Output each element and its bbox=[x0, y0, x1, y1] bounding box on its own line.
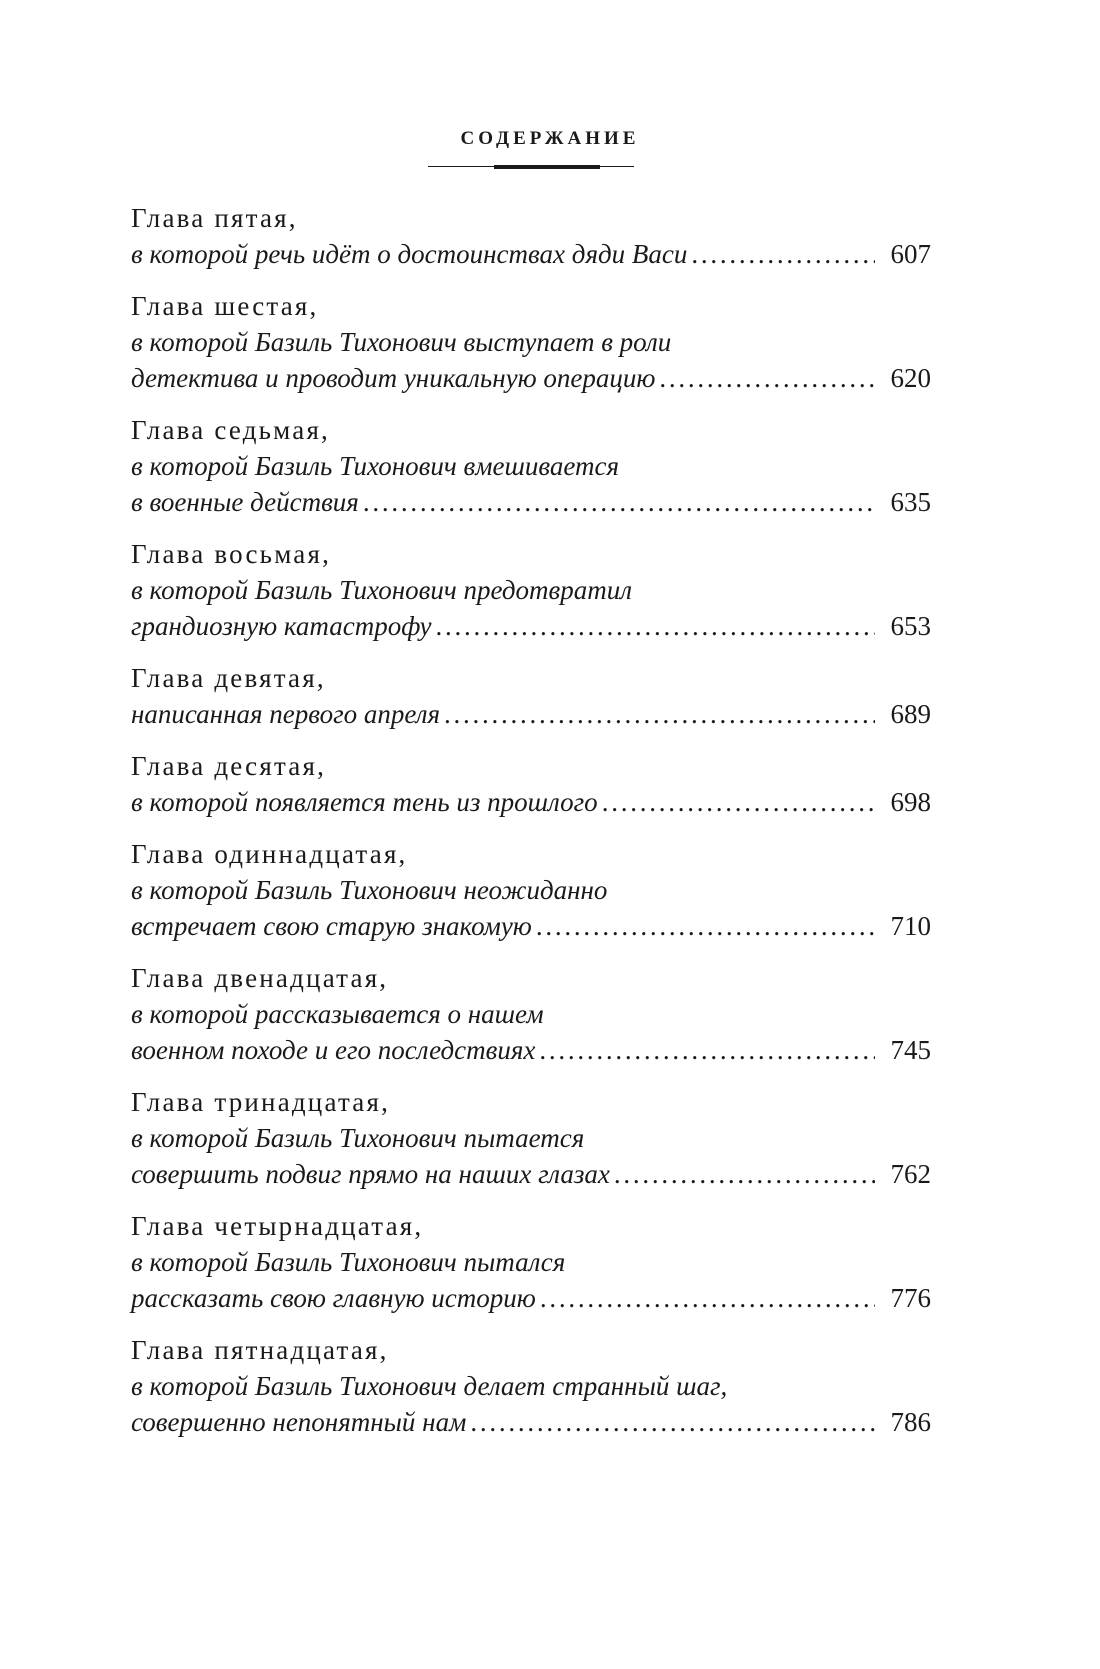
dot-leader bbox=[614, 1156, 875, 1192]
toc-entry[interactable] bbox=[131, 412, 931, 520]
chapter-title: Глава десятая, bbox=[131, 751, 327, 781]
chapter-subtitle-line: в которой Базиль Тихонович вмешивается bbox=[131, 451, 620, 481]
dot-leader bbox=[470, 1404, 875, 1440]
chapter-subtitle-last-line bbox=[131, 360, 931, 396]
toc-entry[interactable] bbox=[131, 836, 931, 944]
toc-entry[interactable] bbox=[131, 200, 931, 272]
dot-leader bbox=[659, 360, 875, 396]
toc-entry[interactable] bbox=[131, 1084, 931, 1192]
page-number[interactable]: 710 bbox=[890, 911, 931, 941]
chapter-title: Глава восьмая, bbox=[131, 539, 332, 569]
chapter-title: Глава четырнадцатая, bbox=[131, 1211, 424, 1241]
chapter-subtitle-text: в которой речь идёт о достоинствах дяди Васи bbox=[131, 239, 688, 269]
chapter-subtitle-line: в которой Базиль Тихонович предотвратил bbox=[131, 575, 632, 605]
chapter-subtitle-text: грандиозную катастрофу bbox=[131, 611, 432, 641]
dot-leader bbox=[536, 908, 875, 944]
chapter-subtitle-text: встречает свою старую знакомую bbox=[131, 911, 532, 941]
page-number[interactable]: 745 bbox=[890, 1035, 931, 1065]
page-number[interactable]: 620 bbox=[890, 363, 931, 393]
chapter-subtitle-last-line bbox=[131, 484, 931, 520]
toc-entry[interactable] bbox=[131, 660, 931, 732]
chapter-subtitle-last-line bbox=[131, 784, 931, 820]
chapter-title: Глава пятая, bbox=[131, 203, 298, 233]
dot-leader bbox=[435, 608, 875, 644]
dot-leader bbox=[363, 484, 875, 520]
toc-entry[interactable] bbox=[131, 1332, 931, 1440]
page-number[interactable]: 653 bbox=[890, 611, 931, 641]
chapter-subtitle-text: совершенно непонятный нам bbox=[131, 1407, 467, 1437]
chapter-title: Глава одиннадцатая, bbox=[131, 839, 408, 869]
page-number[interactable]: 607 bbox=[890, 239, 931, 269]
chapter-title: Глава шестая, bbox=[131, 291, 319, 321]
chapter-subtitle-text: рассказать свою главную историю bbox=[131, 1283, 536, 1313]
table-of-contents bbox=[131, 200, 931, 1456]
chapter-subtitle-last-line bbox=[131, 1032, 931, 1068]
chapter-title: Глава двенадцатая, bbox=[131, 963, 389, 993]
chapter-subtitle-text: детектива и проводит уникальную операцию bbox=[131, 363, 656, 393]
chapter-subtitle-last-line bbox=[131, 908, 931, 944]
chapter-subtitle-last-line bbox=[131, 236, 931, 272]
chapter-subtitle-text: в которой появляется тень из прошлого bbox=[131, 787, 598, 817]
toc-entry[interactable] bbox=[131, 748, 931, 820]
page-number[interactable]: 762 bbox=[890, 1159, 931, 1189]
dot-leader bbox=[691, 236, 875, 272]
toc-entry[interactable] bbox=[131, 288, 931, 396]
page-number[interactable]: 776 bbox=[890, 1283, 931, 1313]
page-number[interactable]: 635 bbox=[890, 487, 931, 517]
chapter-title: Глава девятая, bbox=[131, 663, 326, 693]
page-number[interactable]: 698 bbox=[890, 787, 931, 817]
chapter-subtitle-line: в которой Базиль Тихонович делает странный шаг, bbox=[131, 1371, 728, 1401]
chapter-subtitle-last-line bbox=[131, 1156, 931, 1192]
dot-leader bbox=[540, 1280, 875, 1316]
chapter-subtitle-last-line bbox=[131, 696, 931, 732]
chapter-subtitle-text: в военные действия bbox=[131, 487, 359, 517]
chapter-subtitle-text: совершить подвиг прямо на наших глазах bbox=[131, 1159, 610, 1189]
toc-entry[interactable] bbox=[131, 536, 931, 644]
toc-entry[interactable] bbox=[131, 960, 931, 1068]
dot-leader bbox=[539, 1032, 875, 1068]
chapter-subtitle-line: в которой Базиль Тихонович выступает в роли bbox=[131, 327, 672, 357]
chapter-subtitle-line: в которой Базиль Тихонович неожиданно bbox=[131, 875, 608, 905]
chapter-subtitle-last-line bbox=[131, 608, 931, 644]
toc-entry[interactable] bbox=[131, 1208, 931, 1316]
page-number[interactable]: 786 bbox=[890, 1407, 931, 1437]
page-number[interactable]: 689 bbox=[890, 699, 931, 729]
chapter-subtitle-text: военном походе и его последствиях bbox=[131, 1035, 536, 1065]
chapter-subtitle-line: в которой Базиль Тихонович пытался bbox=[131, 1247, 566, 1277]
dot-leader bbox=[444, 696, 875, 732]
chapter-subtitle-last-line bbox=[131, 1280, 931, 1316]
chapter-subtitle-last-line bbox=[131, 1404, 931, 1440]
dot-leader bbox=[602, 784, 875, 820]
chapter-subtitle-line: в которой Базиль Тихонович пытается bbox=[131, 1123, 585, 1153]
page-title: СОДЕРЖАНИЕ bbox=[460, 128, 640, 149]
chapter-title: Глава тринадцатая, bbox=[131, 1087, 391, 1117]
chapter-title: Глава седьмая, bbox=[131, 415, 331, 445]
chapter-subtitle-text: написанная первого апреля bbox=[131, 699, 441, 729]
chapter-subtitle-line: в которой рассказывается о нашем bbox=[131, 999, 544, 1029]
heading-rule-accent bbox=[494, 165, 600, 169]
chapter-title: Глава пятнадцатая, bbox=[131, 1335, 389, 1365]
